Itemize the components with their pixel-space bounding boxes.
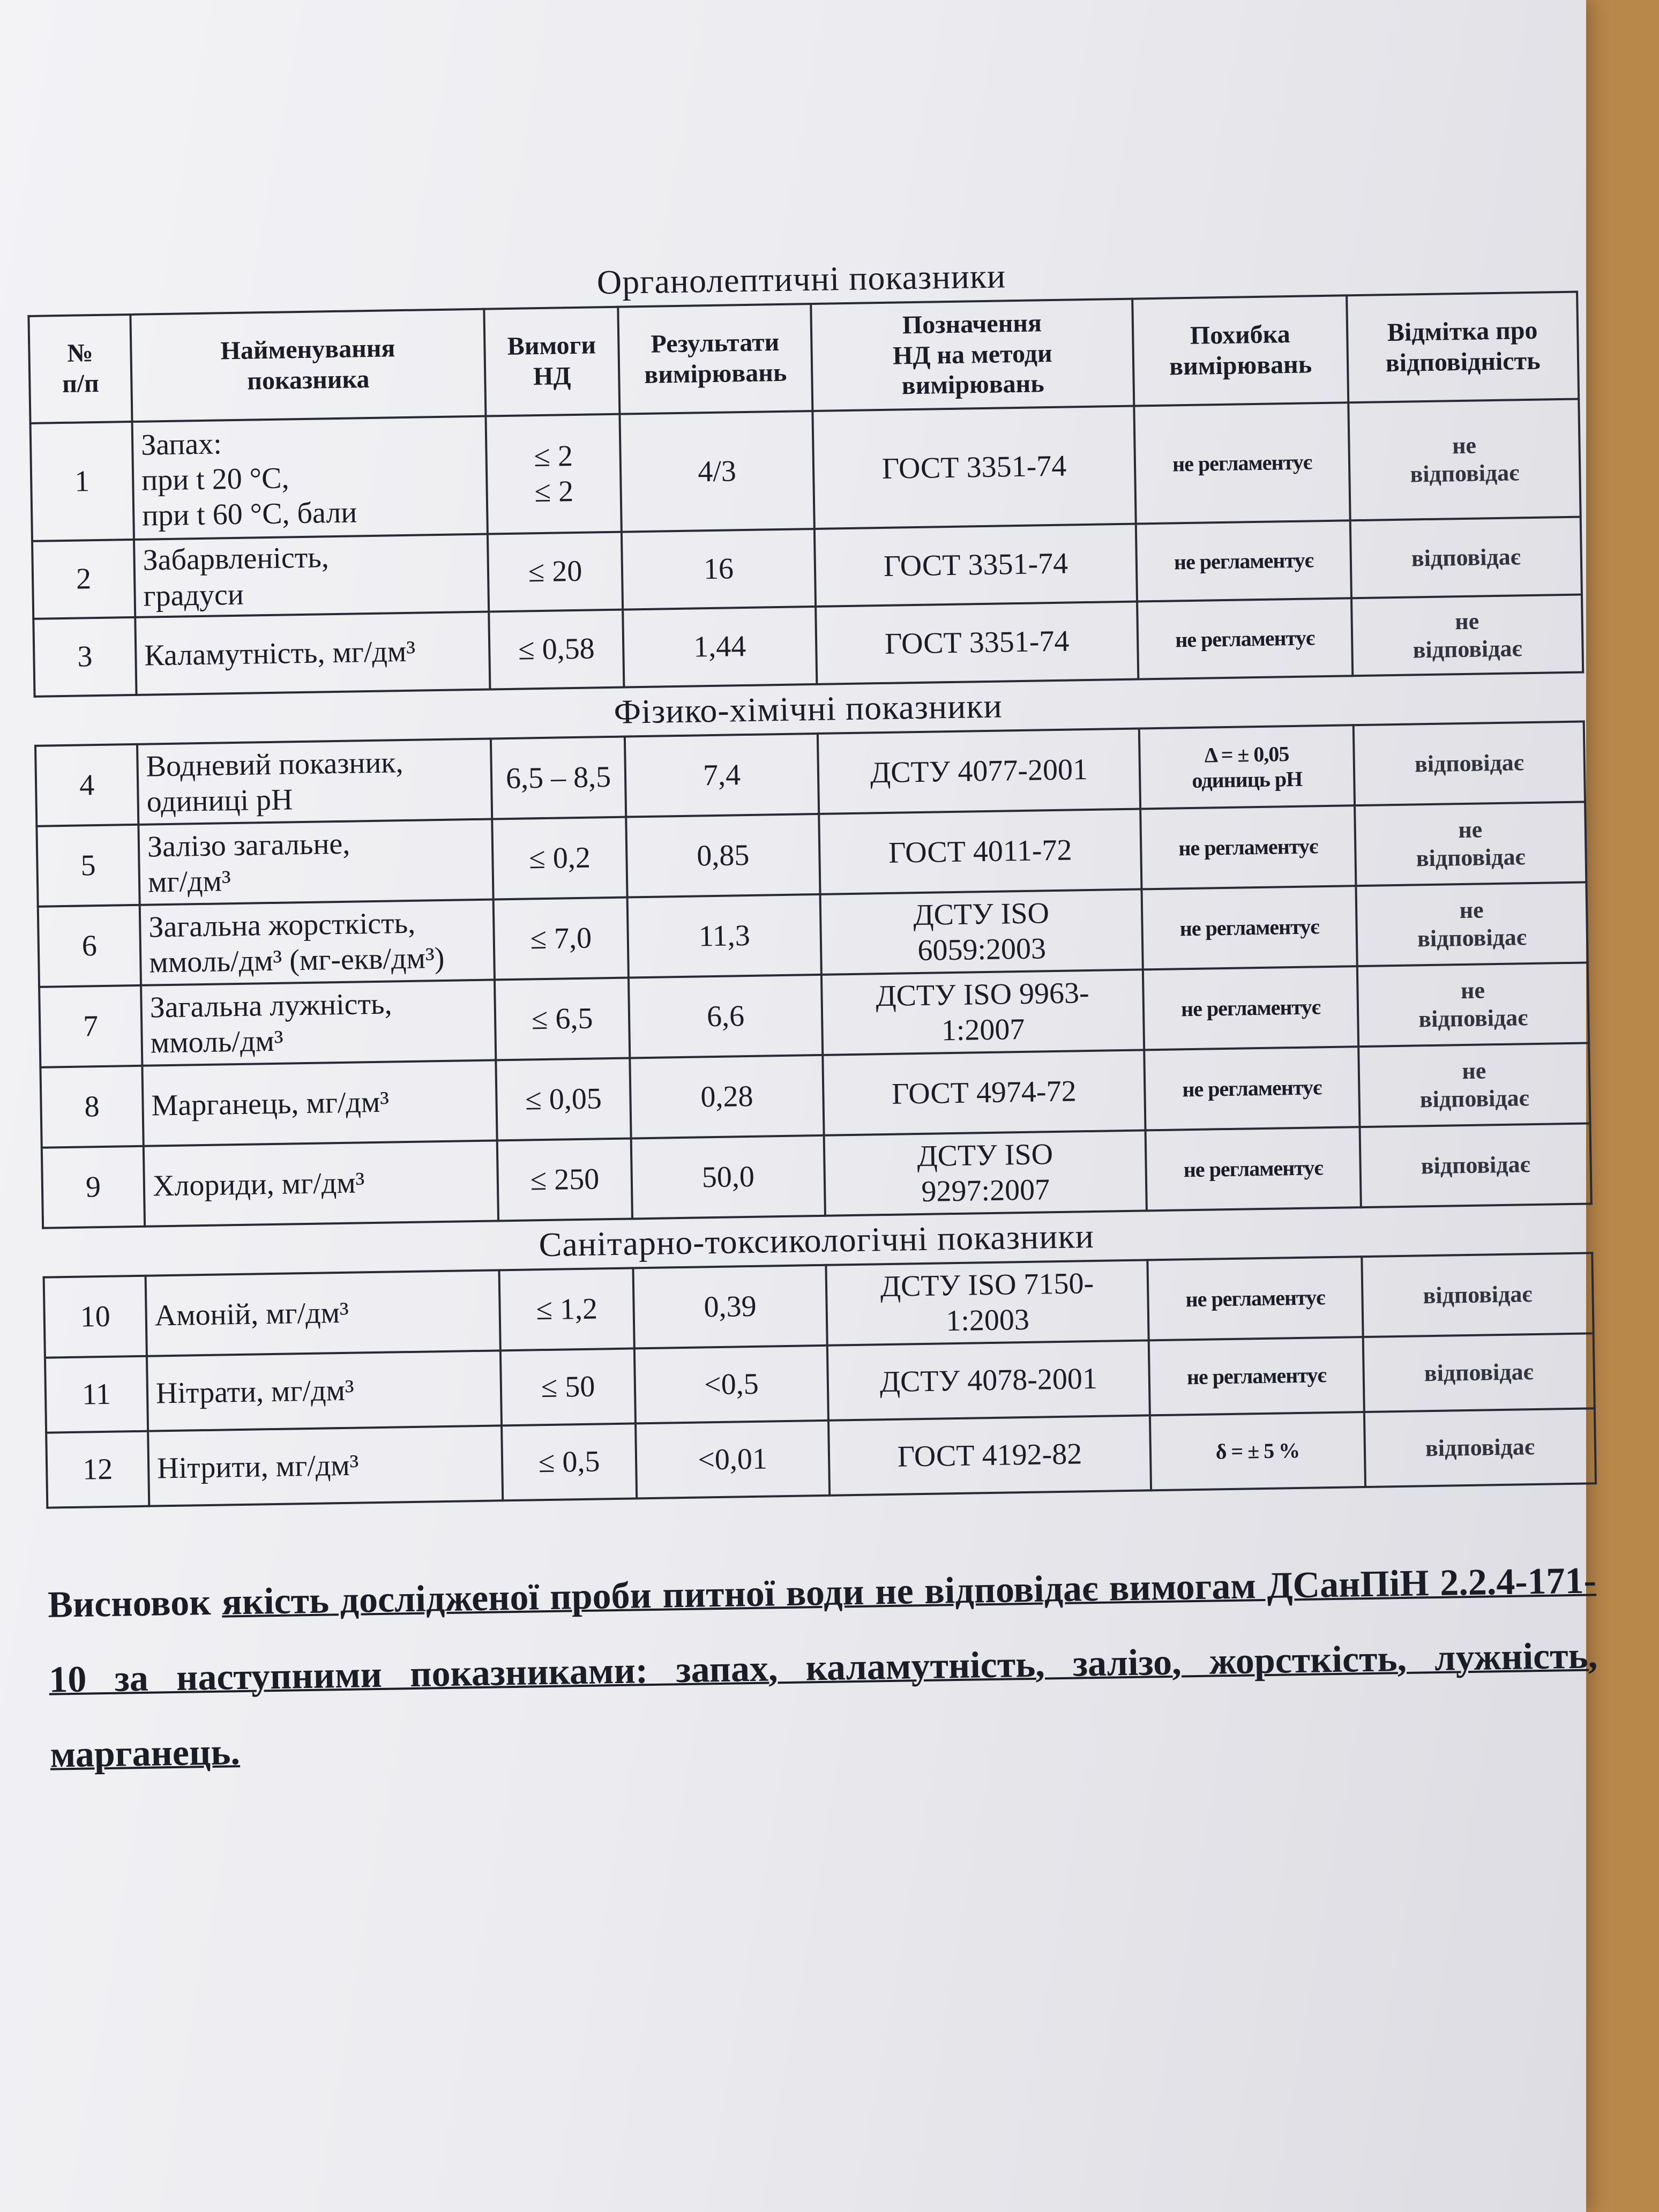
cell-req: ≤ 0,5	[502, 1423, 637, 1500]
header-requirements: Вимоги НД	[484, 307, 619, 416]
cell-method: ГОСТ 4974-72	[823, 1050, 1145, 1135]
cell-result: 0,39	[633, 1265, 827, 1349]
cell-num: 3	[33, 617, 136, 697]
cell-method: ДСТУ ISO 9963- 1:2007	[821, 969, 1144, 1055]
cell-compliance: не відповідає	[1351, 594, 1583, 676]
cell-error: не регламентує	[1134, 402, 1350, 524]
cell-num: 7	[39, 985, 142, 1067]
cell-num: 12	[46, 1431, 149, 1508]
cell-req: ≤ 250	[497, 1138, 632, 1221]
cell-result: 50,0	[631, 1135, 825, 1219]
cell-method: ДСТУ ISO 6059:2003	[820, 889, 1143, 974]
cell-method: ДСТУ 4078-2001	[827, 1340, 1150, 1420]
cell-method: ГОСТ 3351-74	[812, 406, 1135, 529]
cell-compliance: відповідає	[1362, 1253, 1593, 1337]
cell-error: Δ = ± 0,05 одиниць рН	[1139, 725, 1355, 809]
section-title-physchem: Фізико-хімічні показники	[613, 686, 1003, 731]
cell-num: 9	[42, 1146, 145, 1228]
cell-num: 1	[31, 422, 134, 541]
cell-req: ≤ 0,05	[496, 1058, 631, 1141]
cell-num: 2	[32, 540, 135, 619]
cell-error: не регламентує	[1149, 1337, 1364, 1415]
cell-name: Водневий показник, одиниці рН	[137, 739, 492, 825]
cell-result: 16	[622, 529, 816, 610]
conclusion	[47, 1543, 1599, 1792]
cell-num: 5	[36, 825, 139, 907]
cell-name: Запах: при t 20 °С, при t 60 °С, бали	[132, 416, 488, 540]
cell-compliance: відповідає	[1363, 1333, 1595, 1412]
cell-compliance: відповідає	[1350, 517, 1582, 599]
section-title-sanitary: Санітарно-токсикологічні показники	[539, 1216, 1095, 1264]
cell-method: ГОСТ 4192-82	[828, 1415, 1151, 1495]
cell-req: ≤ 7,0	[494, 898, 629, 980]
table-sanitary	[43, 1252, 1597, 1508]
cell-error: не регламентує	[1141, 886, 1357, 969]
cell-num: 11	[45, 1356, 148, 1433]
cell-result: 0,28	[630, 1055, 824, 1139]
cell-result: 7,4	[625, 734, 819, 817]
cell-req: ≤ 0,58	[489, 610, 624, 690]
table-organoleptic	[27, 291, 1584, 698]
conclusion-label: Висновок	[47, 1581, 212, 1626]
cell-req: ≤ 1,2	[499, 1268, 634, 1350]
cell-compliance: не відповідає	[1358, 1043, 1590, 1127]
cell-method: ДСТУ ISO 7150- 1:2003	[826, 1260, 1148, 1345]
cell-result: 0,85	[626, 814, 820, 898]
cell-compliance: відповідає	[1364, 1408, 1596, 1487]
cell-method: ГОСТ 3351-74	[814, 524, 1137, 607]
cell-name: Хлориди, мг/дм³	[144, 1140, 498, 1226]
cell-req: 6,5 – 8,5	[491, 737, 626, 819]
cell-name: Нітрити, мг/дм³	[148, 1425, 503, 1506]
cell-result: <0,01	[636, 1421, 829, 1499]
header-compliance: Відмітка про відповідність	[1347, 292, 1579, 403]
table-physchem	[34, 720, 1593, 1229]
cell-error: не регламентує	[1146, 1127, 1361, 1210]
cell-error: не регламентує	[1136, 520, 1351, 601]
header-error: Похибка вимірювань	[1132, 295, 1348, 406]
table-row	[31, 399, 1581, 541]
cell-num: 4	[35, 744, 138, 826]
cell-req: ≤ 6,5	[495, 978, 630, 1060]
cell-result: 11,3	[627, 894, 821, 978]
cell-req: ≤ 2 ≤ 2	[485, 414, 621, 534]
cell-result: <0,5	[634, 1346, 828, 1424]
cell-num: 8	[40, 1066, 143, 1148]
header-num: № п/п	[28, 315, 132, 423]
header-name: Найменування показника	[130, 309, 485, 422]
cell-error: не регламентує	[1144, 1047, 1359, 1130]
cell-error: не регламентує	[1137, 598, 1352, 679]
cell-name: Забарвленість, градуси	[134, 534, 489, 617]
cell-result: 4/3	[619, 411, 814, 532]
cell-error: δ = ± 5 %	[1150, 1412, 1365, 1490]
cell-num: 10	[44, 1276, 147, 1358]
cell-error: не регламентує	[1143, 966, 1358, 1050]
cell-name: Амоній, мг/дм³	[146, 1270, 500, 1356]
header-results: Результати вимірювань	[618, 304, 812, 414]
cell-num: 6	[38, 905, 141, 987]
cell-compliance: не відповідає	[1356, 882, 1587, 966]
document-body	[27, 244, 1599, 1793]
cell-compliance: відповідає	[1354, 721, 1585, 805]
cell-error: не регламентує	[1147, 1257, 1363, 1340]
cell-compliance: відповідає	[1359, 1123, 1591, 1207]
cell-compliance: не відповідає	[1348, 399, 1580, 521]
cell-name: Залізо загальне, мг/дм³	[138, 819, 493, 905]
conclusion-text: якість дослідженої проби питної води не відповідає вимогам ДСанПіН 2.2.4-171-10 за наступними показниками: запах, каламутність, залізо, жорсткість, лужність, марганець.	[48, 1560, 1598, 1776]
cell-name: Нітрати, мг/дм³	[147, 1350, 502, 1431]
cell-req: ≤ 20	[488, 532, 623, 612]
cell-compliance: не відповідає	[1355, 802, 1586, 886]
cell-method: ГОСТ 4011-72	[819, 809, 1141, 894]
cell-name: Загальна жорсткість, ммоль/дм³ (мг-екв/дм³)	[140, 899, 495, 985]
cell-method: ГОСТ 3351-74	[816, 602, 1138, 684]
cell-req: ≤ 0,2	[492, 817, 627, 900]
header-method: Позначення НД на методи вимірювань	[811, 299, 1134, 411]
cell-method: ДСТУ 4077-2001	[818, 729, 1140, 814]
cell-name: Загальна лужність, ммоль/дм³	[141, 980, 496, 1065]
section-title-organoleptic: Органолептичні показники	[596, 257, 1006, 302]
cell-result: 6,6	[629, 975, 823, 1058]
cell-name: Каламутність, мг/дм³	[135, 612, 490, 695]
cell-compliance: не відповідає	[1357, 962, 1589, 1047]
cell-name: Марганець, мг/дм³	[142, 1060, 497, 1146]
cell-error: не регламентує	[1140, 805, 1356, 889]
cell-req: ≤ 50	[500, 1348, 636, 1425]
cell-result: 1,44	[623, 607, 817, 687]
cell-method: ДСТУ ISO 9297:2007	[824, 1130, 1147, 1215]
